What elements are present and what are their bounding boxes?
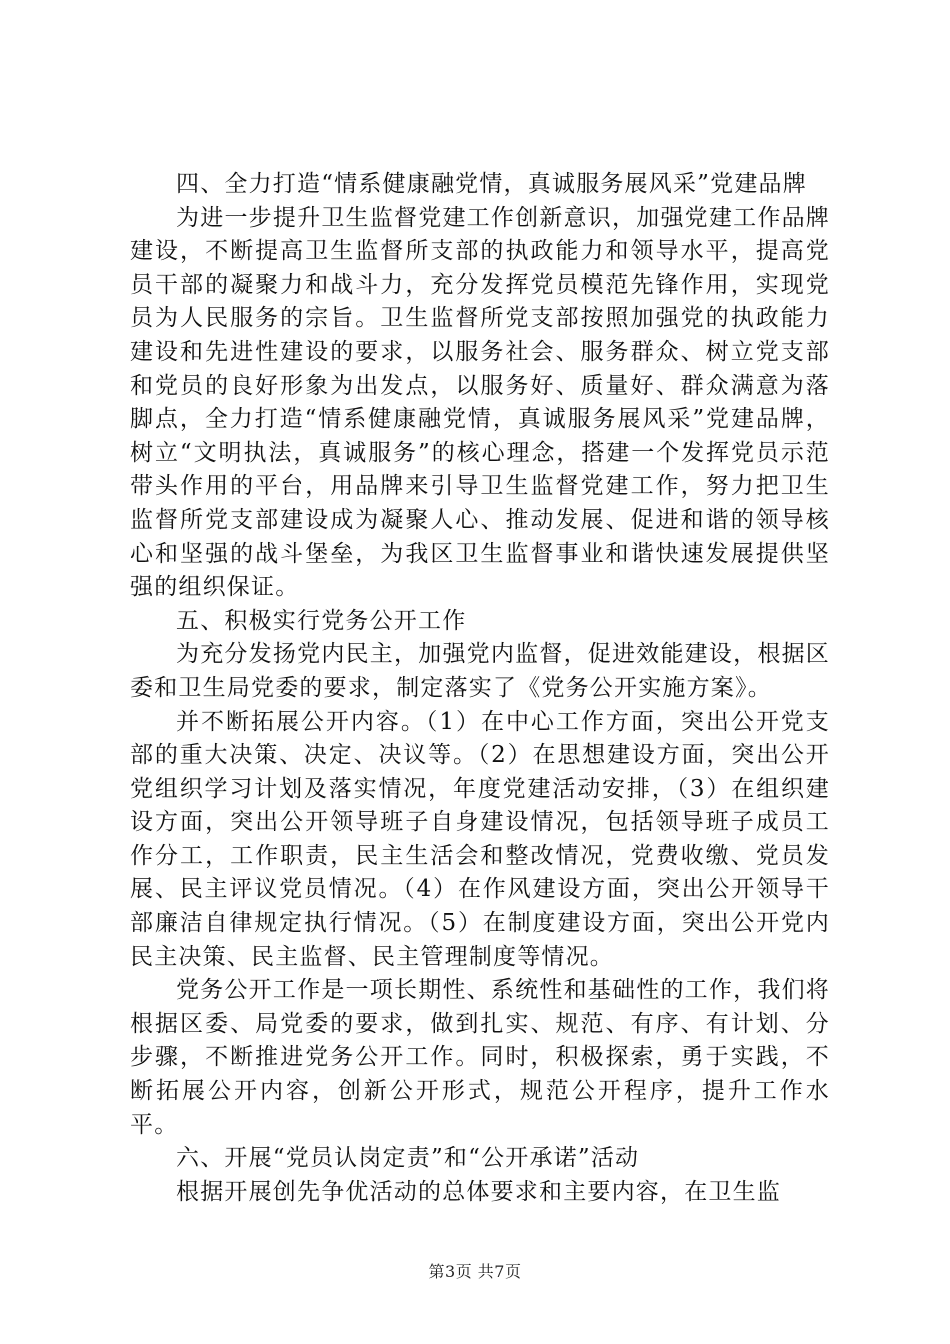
section-heading-6: 六、开展“党员认岗定责”和“公开承诺”活动 [176, 1145, 640, 1172]
paragraph-disclosure-content: 并不断拓展公开内容。（1）在中心工作方面，突出公开党支部的重大决策、决定、决议等。（2）在思想建设方面，突出公开党组织学习计划及落实情况，年度党建活动安排，（3）在组织建设方面，突出公开领导班子自身建设情况，包括领导班子成员工作分工，工作职责，民主生活会和整改情况，党费收缴、党员发展、民主评议党员情况。（4）在作风建设方面，突出公开领导干部廉洁自律规定执行情况。（5）在制度建设方面，突出公开党内民主决策、民主监督、民主管理制度等情况。 [130, 708, 830, 970]
document-body [130, 168, 830, 1209]
section-heading-5: 五、积极实行党务公开工作 [176, 607, 467, 634]
paragraph-disclosure-plan: 为充分发扬党内民主，加强党内监督，促进效能建设，根据区委和卫生局党委的要求，制定落实了《党务公开实施方案》。 [130, 641, 830, 701]
section-heading-4: 四、全力打造“情系健康融党情，真诚服务展风采”党建品牌 [176, 171, 807, 197]
page-number-footer: 第3页 共7页 [428, 1262, 522, 1281]
paragraph-disclosure-longterm: 党务公开工作是一项长期性、系统性和基础性的工作，我们将根据区委、局党委的要求，做到扎实、规范、有序、有计划、分步骤，不断推进党务公开工作。同时，积极探索，勇于实践，不断拓展公开内容，创新公开形式，规范公开程序，提升工作水平。 [130, 977, 830, 1138]
paragraph-activity-start: 根据开展创先争优活动的总体要求和主要内容，在卫生监 [176, 1178, 781, 1205]
paragraph-brand-building: 为进一步提升卫生监督党建工作创新意识，加强党建工作品牌建设，不断提高卫生监督所支部的执政能力和领导水平，提高党员干部的凝聚力和战斗力，充分发挥党员模范先锋作用，实现党员为人民服务的宗旨。卫生监督所党支部按照加强党的执政能力建设和先进性建设的要求，以服务社会、服务群众、树立党支部和党员的良好形象为出发点，以服务好、质量好、群众满意为落脚点，全力打造“情系健康融党情，真诚服务展风采”党建品牌，树立“文明执法，真诚服务”的核心理念，搭建一个发挥党员示范带头作用的平台，用品牌来引导卫生监督党建工作，努力把卫生监督所党支部建设成为凝聚人心、推动发展、促进和谐的领导核心和坚强的战斗堡垒，为我区卫生监督事业和谐快速发展提供坚强的组织保证。 [130, 204, 830, 601]
